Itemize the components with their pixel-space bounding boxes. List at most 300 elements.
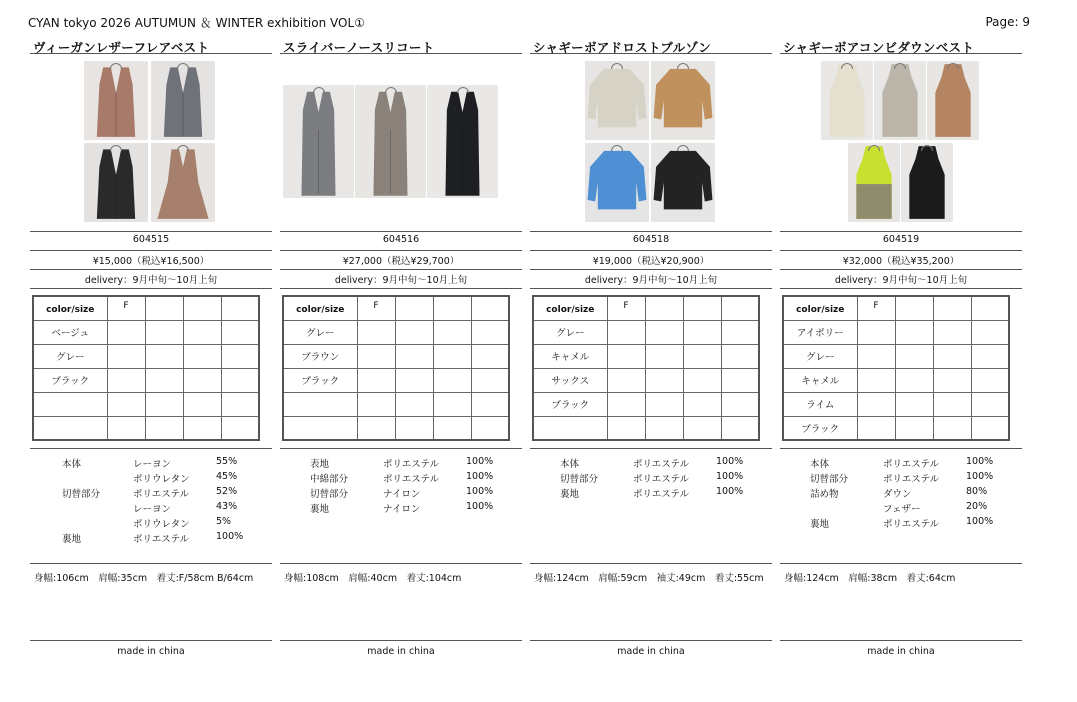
order-qty-cell[interactable]: [471, 416, 509, 440]
order-qty-cell[interactable]: [933, 416, 971, 440]
product-column: [280, 36, 522, 666]
order-qty-cell[interactable]: [395, 320, 433, 344]
divider: [280, 269, 522, 270]
order-qty-cell[interactable]: [221, 416, 259, 440]
divider: [30, 269, 272, 270]
order-qty-cell[interactable]: [971, 416, 1009, 440]
material-fabric: ポリウレタン: [133, 474, 190, 485]
divider: [530, 269, 772, 270]
size-header: [933, 296, 971, 320]
order-qty-cell[interactable]: [895, 392, 933, 416]
divider: [530, 288, 772, 289]
material-fabric: ポリエステル: [883, 459, 940, 470]
divider: [280, 448, 522, 449]
material-part: 本体: [810, 459, 830, 470]
order-qty-cell[interactable]: [721, 344, 759, 368]
order-qty-cell[interactable]: [471, 392, 509, 416]
product-photos: [280, 58, 522, 226]
hanger-icon: [611, 63, 623, 69]
order-qty-cell[interactable]: [607, 344, 645, 368]
size-header: [895, 296, 933, 320]
material-row: [780, 501, 1022, 515]
material-row: [530, 486, 772, 500]
order-qty-cell[interactable]: [145, 416, 183, 440]
garment-image: [821, 61, 873, 140]
order-qty-cell[interactable]: [607, 320, 645, 344]
material-fabric: ポリエステル: [133, 489, 190, 500]
divider: [780, 288, 1022, 289]
hanger-icon: [385, 87, 397, 93]
order-qty-cell[interactable]: [145, 392, 183, 416]
product-photo: [927, 61, 979, 140]
color-size-table: [32, 295, 260, 441]
material-percent: 100%: [716, 456, 744, 467]
garment-image: [901, 143, 953, 222]
material-fabric: ポリエステル: [633, 459, 690, 470]
garment-image: [151, 61, 215, 140]
material-fabric: ポリエステル: [883, 519, 940, 530]
material-row: [780, 486, 1022, 500]
color-label: [533, 416, 607, 440]
order-qty-cell[interactable]: [357, 416, 395, 440]
order-qty-cell[interactable]: [183, 320, 221, 344]
material-row: [30, 531, 272, 545]
measurements: 身幅:106cm 肩幅:35cm 着丈:F/58cm B/64cm: [34, 573, 254, 584]
hanger-icon: [677, 63, 689, 69]
material-fabric: フェザー: [883, 504, 921, 515]
material-percent: 100%: [966, 456, 994, 467]
country-of-origin: made in china: [617, 646, 685, 657]
order-qty-cell[interactable]: [183, 392, 221, 416]
order-qty-cell[interactable]: [471, 368, 509, 392]
product-column: [780, 36, 1022, 666]
divider: [30, 288, 272, 289]
material-row: [280, 471, 522, 485]
order-qty-cell[interactable]: [145, 368, 183, 392]
hanger-icon: [921, 145, 933, 151]
garment-image: [355, 85, 426, 198]
order-qty-cell[interactable]: [857, 320, 895, 344]
order-qty-cell[interactable]: [221, 392, 259, 416]
material-percent: 100%: [716, 486, 744, 497]
order-qty-cell[interactable]: [645, 320, 683, 344]
order-qty-cell[interactable]: [607, 416, 645, 440]
product-photo: [651, 143, 715, 222]
product-photos: [30, 58, 272, 226]
material-part: 表地: [310, 459, 330, 470]
divider: [780, 448, 1022, 449]
color-label: サックス: [533, 368, 607, 392]
size-header: [145, 296, 183, 320]
color-label: [33, 416, 107, 440]
material-percent: 100%: [466, 456, 494, 467]
garment-image: [927, 61, 979, 140]
material-row: [280, 486, 522, 500]
color-label: ベージュ: [33, 320, 107, 344]
material-percent: 5%: [216, 516, 232, 527]
hanger-icon: [177, 145, 189, 151]
order-qty-cell[interactable]: [107, 368, 145, 392]
order-qty-cell[interactable]: [971, 320, 1009, 344]
divider: [780, 563, 1022, 564]
product-photo: [901, 143, 953, 222]
garment-image: [874, 61, 926, 140]
divider: [530, 53, 772, 54]
material-row: [780, 456, 1022, 470]
order-qty-cell[interactable]: [895, 368, 933, 392]
delivery-period: delivery：9月中旬～10月上旬: [584, 275, 718, 286]
color-label: ブラック: [33, 368, 107, 392]
material-row: [530, 456, 772, 470]
order-qty-cell[interactable]: [357, 320, 395, 344]
color-size-header: color/size: [533, 296, 607, 320]
product-photo: [355, 85, 426, 198]
material-fabric: ナイロン: [383, 489, 421, 500]
material-row: [30, 456, 272, 470]
material-fabric: ナイロン: [383, 504, 421, 515]
order-qty-cell[interactable]: [683, 392, 721, 416]
country-of-origin: made in china: [117, 646, 185, 657]
hanger-icon: [894, 63, 906, 69]
product-photo: [283, 85, 354, 198]
material-fabric: ポリエステル: [383, 459, 440, 470]
material-fabric: ポリエステル: [883, 474, 940, 485]
order-qty-cell[interactable]: [933, 392, 971, 416]
size-header: [183, 296, 221, 320]
order-qty-cell[interactable]: [645, 344, 683, 368]
order-qty-cell[interactable]: [971, 368, 1009, 392]
country-of-origin: made in china: [367, 646, 435, 657]
material-row: [780, 516, 1022, 530]
order-qty-cell[interactable]: [971, 344, 1009, 368]
material-fabric: ポリエステル: [133, 534, 190, 545]
product-photo: [151, 61, 215, 140]
garment-image: [151, 143, 215, 222]
color-size-table: [532, 295, 760, 441]
product-photo: [84, 143, 148, 222]
material-fabric: レーヨン: [133, 504, 172, 515]
material-row: [30, 471, 272, 485]
size-header: [433, 296, 471, 320]
material-part: 本体: [560, 459, 580, 470]
material-fabric: ポリウレタン: [133, 519, 190, 530]
product-name: シャギーボアコンビダウンベスト: [783, 40, 975, 55]
color-size-table: [782, 295, 1010, 441]
color-label: アイボリー: [783, 320, 857, 344]
color-size-table: [282, 295, 510, 441]
order-qty-cell[interactable]: [683, 368, 721, 392]
divider: [280, 640, 522, 641]
color-label: グレー: [783, 344, 857, 368]
order-qty-cell[interactable]: [433, 320, 471, 344]
color-size-header: color/size: [783, 296, 857, 320]
page-number: Page: 9: [985, 15, 1030, 29]
color-size-header: color/size: [283, 296, 357, 320]
product-price: ¥32,000（税込¥35,200）: [842, 256, 960, 267]
material-part: 裏地: [810, 519, 830, 530]
garment-image: [585, 143, 649, 222]
order-qty-cell[interactable]: [721, 416, 759, 440]
order-qty-cell[interactable]: [357, 368, 395, 392]
order-qty-cell[interactable]: [721, 392, 759, 416]
garment-image: [84, 61, 148, 140]
color-label: キャメル: [533, 344, 607, 368]
material-part: 切替部分: [560, 474, 599, 485]
divider: [30, 640, 272, 641]
product-code: 604516: [382, 234, 420, 245]
order-qty-cell[interactable]: [221, 368, 259, 392]
garment-image: [848, 143, 900, 222]
order-qty-cell[interactable]: [933, 344, 971, 368]
material-row: [30, 486, 272, 500]
product-price: ¥15,000（税込¥16,500）: [92, 256, 210, 267]
divider: [530, 448, 772, 449]
product-photo: [585, 61, 649, 140]
order-qty-cell[interactable]: [607, 392, 645, 416]
divider: [30, 231, 272, 232]
order-qty-cell[interactable]: [683, 344, 721, 368]
material-fabric: ポリエステル: [383, 474, 440, 485]
material-percent: 100%: [466, 471, 494, 482]
material-part: 裏地: [310, 504, 330, 515]
product-column: [30, 36, 272, 666]
order-qty-cell[interactable]: [645, 416, 683, 440]
color-label: [283, 416, 357, 440]
product-name: スライバーノースリコート: [283, 40, 435, 55]
divider: [280, 53, 522, 54]
material-part: 中綿部分: [310, 474, 349, 485]
page-header-title: CYAN tokyo 2026 AUTUMUN ＆ WINTER exhibition VOL①: [28, 16, 365, 30]
order-qty-cell[interactable]: [895, 320, 933, 344]
order-qty-cell[interactable]: [107, 344, 145, 368]
material-percent: 100%: [716, 471, 744, 482]
order-qty-cell[interactable]: [221, 344, 259, 368]
material-percent: 100%: [216, 531, 244, 542]
material-part: 裏地: [62, 534, 82, 545]
material-part: 切替部分: [62, 489, 101, 500]
divider: [280, 288, 522, 289]
color-label: グレー: [533, 320, 607, 344]
size-header: [221, 296, 259, 320]
hanger-icon: [677, 145, 689, 151]
material-percent: 100%: [966, 516, 994, 527]
divider: [30, 53, 272, 54]
product-name: ヴィーガンレザーフレアベスト: [33, 40, 210, 55]
size-header: [971, 296, 1009, 320]
size-header: [645, 296, 683, 320]
garment-image: [84, 143, 148, 222]
color-label: [283, 392, 357, 416]
order-qty-cell[interactable]: [683, 416, 721, 440]
order-qty-cell[interactable]: [895, 416, 933, 440]
product-photo: [821, 61, 873, 140]
material-percent: 100%: [466, 486, 494, 497]
order-qty-cell[interactable]: [395, 344, 433, 368]
measurements: 身幅:124cm 肩幅:38cm 着丈:64cm: [784, 573, 956, 584]
order-qty-cell[interactable]: [721, 320, 759, 344]
delivery-period: delivery：9月中旬～10月上旬: [334, 275, 468, 286]
order-qty-cell[interactable]: [433, 368, 471, 392]
country-of-origin: made in china: [867, 646, 935, 657]
size-header: F: [107, 296, 145, 320]
product-photo: [585, 143, 649, 222]
hanger-icon: [947, 63, 959, 69]
order-qty-cell[interactable]: [607, 368, 645, 392]
delivery-period: delivery：9月中旬～10月上旬: [834, 275, 968, 286]
divider: [780, 231, 1022, 232]
garment-image: [283, 85, 354, 198]
order-qty-cell[interactable]: [395, 416, 433, 440]
material-percent: 80%: [966, 486, 988, 497]
divider: [280, 563, 522, 564]
material-percent: 100%: [466, 501, 494, 512]
color-label: グレー: [33, 344, 107, 368]
material-part: 切替部分: [310, 489, 349, 500]
material-row: [280, 456, 522, 470]
color-label: [33, 392, 107, 416]
material-fabric: ポリエステル: [633, 489, 690, 500]
order-qty-cell[interactable]: [183, 368, 221, 392]
size-header: F: [607, 296, 645, 320]
order-qty-cell[interactable]: [645, 392, 683, 416]
measurements: 身幅:108cm 肩幅:40cm 着丈:104cm: [284, 573, 462, 584]
material-fabric: レーヨン: [133, 459, 172, 470]
color-label: ライム: [783, 392, 857, 416]
hanger-icon: [868, 145, 880, 151]
divider: [530, 640, 772, 641]
divider: [280, 231, 522, 232]
order-qty-cell[interactable]: [107, 392, 145, 416]
material-row: [780, 471, 1022, 485]
material-fabric: ポリエステル: [633, 474, 690, 485]
product-photo: [84, 61, 148, 140]
order-qty-cell[interactable]: [857, 344, 895, 368]
order-qty-cell[interactable]: [357, 392, 395, 416]
color-size-header: color/size: [33, 296, 107, 320]
product-photo: [874, 61, 926, 140]
order-qty-cell[interactable]: [857, 368, 895, 392]
material-fabric: ダウン: [883, 489, 912, 500]
product-price: ¥27,000（税込¥29,700）: [342, 256, 460, 267]
divider: [780, 53, 1022, 54]
product-code: 604518: [632, 234, 670, 245]
order-qty-cell[interactable]: [645, 368, 683, 392]
order-qty-cell[interactable]: [933, 368, 971, 392]
divider: [780, 250, 1022, 251]
material-row: [280, 501, 522, 515]
order-qty-cell[interactable]: [221, 320, 259, 344]
measurements: 身幅:124cm 肩幅:59cm 袖丈:49cm 着丈:55cm: [534, 573, 764, 584]
product-photo: [151, 143, 215, 222]
material-row: [530, 471, 772, 485]
product-column: [530, 36, 772, 666]
color-label: ブラウン: [283, 344, 357, 368]
product-code: 604515: [132, 234, 170, 245]
color-label: ブラック: [533, 392, 607, 416]
material-percent: 20%: [966, 501, 988, 512]
order-qty-cell[interactable]: [395, 392, 433, 416]
divider: [530, 250, 772, 251]
divider: [530, 231, 772, 232]
size-header: F: [857, 296, 895, 320]
divider: [30, 563, 272, 564]
size-header: [721, 296, 759, 320]
garment-image: [427, 85, 498, 198]
hanger-icon: [110, 63, 122, 69]
material-percent: 55%: [216, 456, 238, 467]
order-qty-cell[interactable]: [971, 392, 1009, 416]
order-qty-cell[interactable]: [433, 392, 471, 416]
order-qty-cell[interactable]: [471, 320, 509, 344]
product-photo: [427, 85, 498, 198]
product-photo: [651, 61, 715, 140]
garment-image: [585, 61, 649, 140]
color-label: グレー: [283, 320, 357, 344]
hanger-icon: [177, 63, 189, 69]
garment-image: [651, 143, 715, 222]
material-percent: 100%: [966, 471, 994, 482]
hanger-icon: [313, 87, 325, 93]
size-header: [683, 296, 721, 320]
order-qty-cell[interactable]: [107, 416, 145, 440]
order-qty-cell[interactable]: [357, 344, 395, 368]
material-part: 本体: [62, 459, 82, 470]
order-qty-cell[interactable]: [683, 320, 721, 344]
material-percent: 52%: [216, 486, 238, 497]
divider: [530, 563, 772, 564]
hanger-icon: [841, 63, 853, 69]
divider: [780, 269, 1022, 270]
size-header: [471, 296, 509, 320]
delivery-period: delivery：9月中旬～10月上旬: [84, 275, 218, 286]
product-photos: [530, 58, 772, 226]
divider: [780, 640, 1022, 641]
product-price: ¥19,000（税込¥20,900）: [592, 256, 710, 267]
size-header: F: [357, 296, 395, 320]
order-qty-cell[interactable]: [433, 344, 471, 368]
order-qty-cell[interactable]: [857, 392, 895, 416]
garment-image: [651, 61, 715, 140]
divider: [30, 448, 272, 449]
order-qty-cell[interactable]: [471, 344, 509, 368]
material-part: 裏地: [560, 489, 580, 500]
divider: [280, 250, 522, 251]
order-qty-cell[interactable]: [107, 320, 145, 344]
product-code: 604519: [882, 234, 920, 245]
size-header: [395, 296, 433, 320]
color-label: キャメル: [783, 368, 857, 392]
order-qty-cell[interactable]: [183, 416, 221, 440]
color-label: ブラック: [783, 416, 857, 440]
order-qty-cell[interactable]: [145, 344, 183, 368]
divider: [30, 250, 272, 251]
hanger-icon: [110, 145, 122, 151]
order-qty-cell[interactable]: [721, 368, 759, 392]
material-part: 詰め物: [810, 489, 839, 500]
product-photos: [780, 58, 1022, 226]
hanger-icon: [611, 145, 623, 151]
order-qty-cell[interactable]: [857, 416, 895, 440]
color-label: ブラック: [283, 368, 357, 392]
order-qty-cell[interactable]: [933, 320, 971, 344]
order-qty-cell[interactable]: [183, 344, 221, 368]
order-qty-cell[interactable]: [145, 320, 183, 344]
order-qty-cell[interactable]: [895, 344, 933, 368]
product-name: シャギーボアドロストブルゾン: [533, 40, 712, 55]
order-qty-cell[interactable]: [433, 416, 471, 440]
order-qty-cell[interactable]: [395, 368, 433, 392]
material-part: 切替部分: [810, 474, 849, 485]
